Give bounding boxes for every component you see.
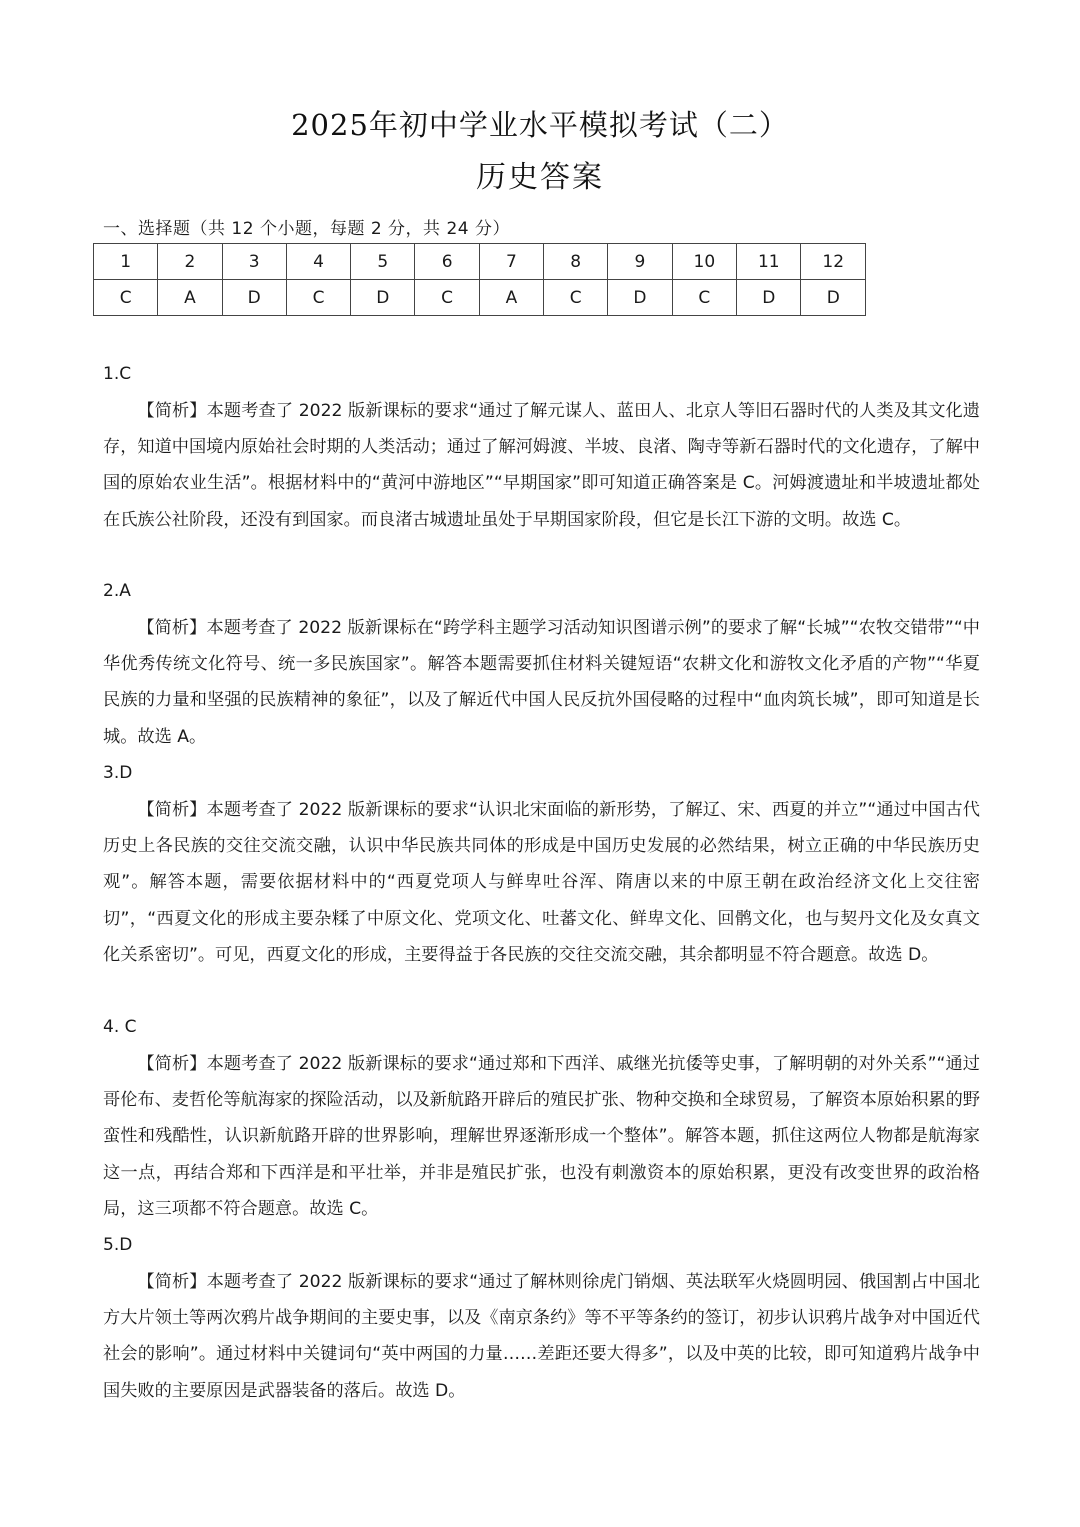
- question-number-cell: 9: [608, 244, 672, 280]
- question-3-label: 3.D: [103, 763, 133, 783]
- question-5-label: 5.D: [103, 1235, 133, 1255]
- question-1-analysis: 【简析】本题考查了 2022 版新课标的要求“通过了解元谋人、蓝田人、北京人等旧石器时代的人类及其文化遗存，知道中国境内原始社会时期的人类活动；通过了解河姆渡、半坡、良渚、陶寺等新石器时代的文化遗存，了解中国的原始农业生活”。根据材料中的“黄河中游地区”“早期国家”即可知道正确答案是 C。河姆渡遗址和半坡遗址都处在氏族公社阶段，还没有到国家。而良渚古城遗址虽处于早期国家阶段，但它是长江下游的文明。故选 C。: [103, 401, 980, 530]
- question-number-cell: 2: [158, 244, 222, 280]
- question-number-cell: 5: [351, 244, 415, 280]
- answer-cell: C: [415, 280, 479, 316]
- answer-cell: A: [479, 280, 543, 316]
- question-1-label: 1.C: [103, 364, 132, 384]
- answer-cell: D: [351, 280, 415, 316]
- question-5-analysis: 【简析】本题考查了 2022 版新课标的要求“通过了解林则徐虎门销烟、英法联军火烧圆明园、俄国割占中国北方大片领土等两次鸦片战争期间的主要史事，以及《南京条约》等不平等条约的签订，初步认识鸦片战争对中国近代社会的影响”。通过材料中关键词句“英中两国的力量……差距还要大得多”，以及中英的比较，即可知道鸦片战争中国失败的主要原因是武器装备的落后。故选 D。: [103, 1272, 980, 1401]
- question-2-analysis: 【简析】本题考查了 2022 版新课标在“跨学科主题学习活动知识图谱示例”的要求了解“长城”“农牧交错带”“中华优秀传统文化符号、统一多民族国家”。解答本题需要抓住材料关键短语“农耕文化和游牧文化矛盾的产物”“华夏民族的力量和坚强的民族精神的象征”，以及了解近代中国人民反抗外国侵略的过程中“血肉筑长城”，即可知道是长城。故选 A。: [103, 618, 980, 747]
- question-4-label: 4. C: [103, 1017, 137, 1037]
- question-2-label: 2.A: [103, 581, 131, 601]
- answer-cell: D: [737, 280, 801, 316]
- answer-cell: C: [672, 280, 736, 316]
- question-number-cell: 7: [479, 244, 543, 280]
- section-heading: 一、选择题（共 12 个小题，每题 2 分，共 24 分）: [103, 219, 511, 239]
- question-number-row: [94, 244, 866, 280]
- question-number-cell: 11: [737, 244, 801, 280]
- answer-cell: D: [608, 280, 672, 316]
- question-3-analysis: 【简析】本题考查了 2022 版新课标的要求“认识北宋面临的新形势，了解辽、宋、西夏的并立”“通过中国古代历史上各民族的交往交流交融，认识中华民族共同体的形成是中国历史发展的必然结果，树立正确的中华民族历史观”。解答本题，需要依据材料中的“西夏党项人与鲜卑吐谷浑、隋唐以来的中原王朝在政治经济文化上交往密切”，“西夏文化的形成主要杂糅了中原文化、党项文化、吐蕃文化、鲜卑文化、回鹘文化，也与契丹文化及女真文化关系密切”。可见，西夏文化的形成，主要得益于各民族的交往交流交融，其余都明显不符合题意。故选 D。: [103, 800, 980, 965]
- exam-title: 2025年初中学业水平模拟考试（二）: [291, 108, 789, 142]
- question-number-cell: 6: [415, 244, 479, 280]
- question-number-cell: 8: [544, 244, 608, 280]
- question-number-cell: 10: [672, 244, 736, 280]
- answer-cell: C: [286, 280, 350, 316]
- answer-table: [93, 243, 866, 316]
- answer-cell: D: [222, 280, 286, 316]
- answer-cell: D: [801, 280, 866, 316]
- question-number-cell: 3: [222, 244, 286, 280]
- answer-cell: C: [544, 280, 608, 316]
- answer-cell: A: [158, 280, 222, 316]
- question-number-cell: 4: [286, 244, 350, 280]
- exam-subtitle: 历史答案: [476, 160, 604, 195]
- answer-row: [94, 280, 866, 316]
- question-number-cell: 12: [801, 244, 866, 280]
- question-number-cell: 1: [94, 244, 158, 280]
- answer-cell: C: [94, 280, 158, 316]
- question-4-analysis: 【简析】本题考查了 2022 版新课标的要求“通过郑和下西洋、戚继光抗倭等史事，了解明朝的对外关系”“通过哥伦布、麦哲伦等航海家的探险活动，以及新航路开辟后的殖民扩张、物种交换和全球贸易，了解资本原始积累的野蛮性和残酷性，认识新航路开辟的世界影响，理解世界逐渐形成一个整体”。解答本题，抓住这两位人物都是航海家这一点，再结合郑和下西洋是和平壮举，并非是殖民扩张，也没有刺激资本的原始积累，更没有改变世界的政治格局，这三项都不符合题意。故选 C。: [103, 1054, 980, 1219]
